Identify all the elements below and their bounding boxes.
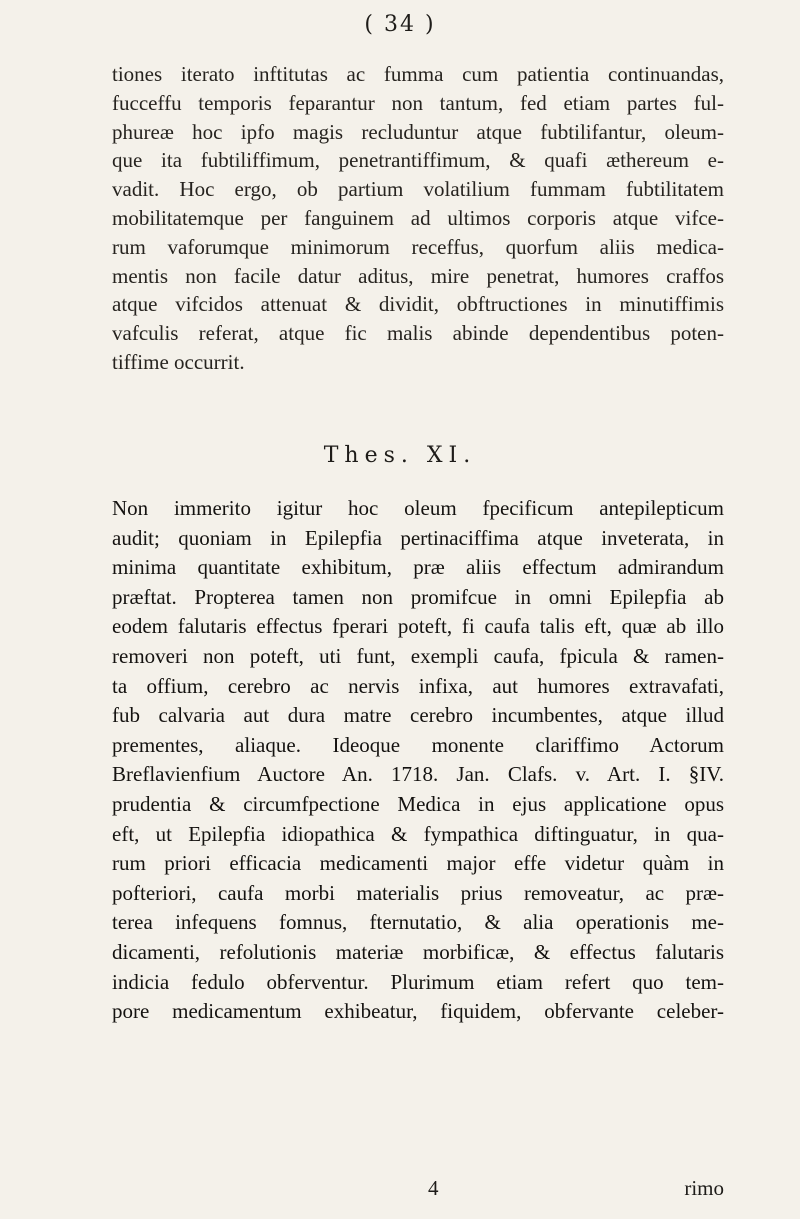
text-line: mentis non facile datur aditus, mire penetrat, humores craffos (112, 263, 724, 288)
text-line: tiones iterato inftitutas ac fumma cum patientia continuandas, (112, 62, 724, 86)
text-line: prementes, aliaque. Ideoque monente clariffimo Actorum (112, 732, 724, 757)
text-line: eft, ut Epilepfia idiopathica & fympathica diftinguatur, in qua- (112, 821, 724, 846)
text-line: fub calvaria aut dura matre cerebro incumbentes, atque illud (112, 703, 724, 728)
text-line: pofteriori, caufa morbi materialis prius removeatur, ac præ- (112, 880, 724, 905)
text-line: eodem falutaris effectus fperari poteft, fi caufa talis eft, quæ ab illo (112, 614, 724, 639)
text-line: fucceffu temporis feparantur non tantum, fed etiam partes ful- (112, 90, 724, 115)
text-line: tiffime occurrit. (112, 349, 245, 374)
catchword: rimo (684, 1176, 724, 1200)
text-line: rum vaforumque minimorum receffus, quorfum aliis medica- (112, 234, 724, 259)
text-line: audit; quoniam in Epilepfia pertinaciffima atque inveterata, in (112, 525, 724, 550)
text-line: removeri non poteft, uti funt, exempli caufa, fpicula & ramen- (112, 643, 724, 668)
text-line: indicia fedulo obferventur. Plurimum etiam refert quo tem- (112, 969, 724, 994)
signature-mark: 4 (428, 1176, 439, 1200)
text-line: Breflavienfium Auctore An. 1718. Jan. Clafs. v. Art. I. §IV. (112, 762, 724, 787)
text-line: minima quantitate exhibitum, præ aliis effectum admirandum (112, 555, 724, 580)
text-line: prudentia & circumfpectione Medica in ejus applicatione opus (112, 791, 724, 816)
text-line: terea infequens fomnus, fternutatio, & alia operationis me- (112, 910, 724, 935)
text-line: vadit. Hoc ergo, ob partium volatilium fummam fubtilitatem (112, 177, 724, 202)
paragraph-1 (112, 60, 724, 377)
section-heading: Thes. XI. (323, 443, 477, 468)
text-line: atque vifcidos attenuat & dividit, obftructiones in minutiffimis (112, 292, 724, 317)
text-line: præftat. Propterea tamen non promifcue in omni Epilepfia ab (112, 584, 724, 609)
text-line: phureæ hoc ipfo magis recluduntur atque fubtilifantur, oleum- (112, 119, 724, 144)
text-line: mobilitatemque per fanguinem ad ultimos corporis atque vifce- (112, 205, 724, 230)
paragraph-2 (112, 494, 724, 1027)
text-line: pore medicamentum exhibeatur, fiquidem, obfervante celeber- (112, 999, 724, 1024)
text-line: dicamenti, refolutionis materiæ morbificæ, & effectus falutaris (112, 939, 724, 964)
text-line: rum priori efficacia medicamenti major effe videtur quàm in (112, 851, 724, 876)
page-number: ( 34 ) (364, 12, 436, 37)
text-line: vafculis referat, atque fic malis abinde dependentibus poten- (112, 321, 724, 346)
text-line: ta offium, cerebro ac nervis infixa, aut humores extravafati, (112, 673, 724, 698)
text-line: que ita fubtiliffimum, penetrantiffimum, & quafi æthereum e- (112, 148, 724, 173)
text-line: Non immerito igitur hoc oleum fpecificum antepilepticum (112, 496, 724, 520)
